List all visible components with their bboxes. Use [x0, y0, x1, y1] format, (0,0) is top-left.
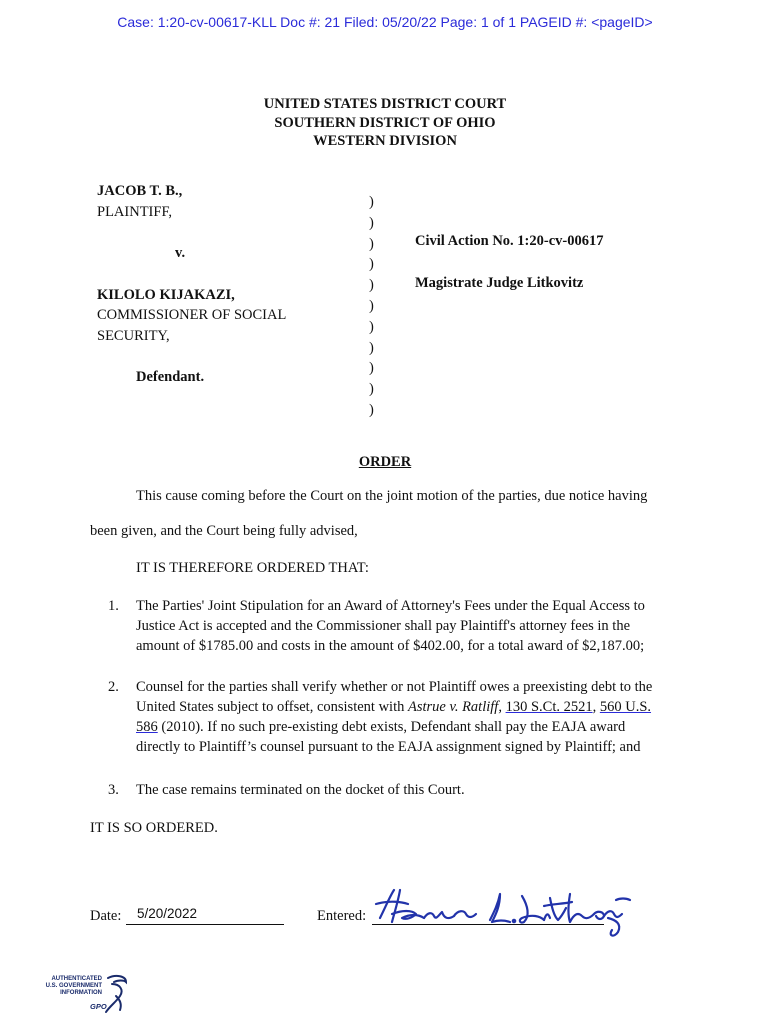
- district-name: SOUTHERN DISTRICT OF OHIO: [274, 114, 496, 131]
- ordered-that: IT IS THEREFORE ORDERED THAT:: [136, 560, 369, 576]
- gpo-authentication-logo: [40, 972, 132, 1018]
- list-item-number: 3.: [108, 782, 119, 798]
- date-underline: [126, 924, 284, 925]
- division-name: WESTERN DIVISION: [313, 133, 457, 149]
- list-item-text: amount of $1785.00 and costs in the amount of $402.00, for a total award of $2,187.00;: [136, 638, 645, 654]
- date-value: 5/20/2022: [137, 906, 198, 921]
- gpo-text-line: INFORMATION: [60, 990, 102, 996]
- entered-label: Entered:: [317, 908, 367, 924]
- plaintiff-role: PLAINTIFF,: [97, 204, 172, 220]
- caption-paren: ): [369, 360, 374, 377]
- caption-divider: [369, 192, 381, 421]
- magistrate-judge: Magistrate Judge Litkovitz: [415, 275, 584, 291]
- caption-paren: ): [369, 401, 374, 418]
- case-citation: Astrue v. Ratliff,: [407, 699, 502, 715]
- list-item: [108, 596, 688, 658]
- list-item-text: [136, 697, 684, 717]
- list-item: [108, 677, 688, 759]
- court-name: UNITED STATES DISTRICT COURT: [263, 96, 507, 112]
- caption-paren: ): [369, 256, 374, 273]
- defendant-role: Defendant.: [136, 369, 205, 385]
- list-item: [108, 780, 688, 802]
- citation-link-us-page[interactable]: 586: [136, 719, 158, 735]
- citation-link-us[interactable]: 560 U.S.: [599, 699, 652, 715]
- caption-paren: ): [369, 194, 374, 210]
- list-item-text: The Parties' Joint Stipulation for an Award of Attorney's Fees under the Equal Access to: [136, 598, 645, 614]
- list-item-text: [136, 717, 684, 737]
- plaintiff-name: JACOB T. B.,: [97, 183, 183, 199]
- caption-paren: ): [369, 339, 374, 356]
- gpo-logo-text: [40, 976, 102, 997]
- caption-paren: ): [369, 214, 374, 231]
- order-intro-line2: been given, and the Court being fully advised,: [90, 523, 358, 539]
- list-item-text-segment: (2010). If no such pre-existing debt exists, Defendant shall pay the EAJA award: [157, 719, 626, 735]
- gpo-mark: GPO: [90, 1002, 107, 1011]
- gpo-text-line: U.S. GOVERNMENT: [45, 983, 102, 989]
- list-item-number: 1.: [108, 598, 119, 614]
- separator: ,: [592, 699, 600, 715]
- citation-link-sct[interactable]: 130 S.Ct. 2521: [505, 699, 593, 715]
- order-title: ORDER: [358, 454, 412, 470]
- defendant-title-line1: COMMISSIONER OF SOCIAL: [97, 307, 287, 323]
- defendant-name: KILOLO KIJAKAZI,: [97, 287, 235, 303]
- court-heading: [0, 95, 770, 151]
- list-item-number: 2.: [108, 679, 119, 695]
- gpo-text-line: AUTHENTICATED: [51, 976, 102, 982]
- list-item-text: Counsel for the parties shall verify whether or not Plaintiff owes a preexisting debt to the: [136, 679, 653, 695]
- caption-paren: ): [369, 235, 374, 252]
- defendant-title-line2: SECURITY,: [97, 328, 170, 344]
- order-intro-line1: This cause coming before the Court on the joint motion of the parties, due notice having: [136, 488, 648, 504]
- case-header-stamp: Case: 1:20-cv-00617-KLL Doc #: 21 Filed: 05/20/22 Page: 1 of 1 PAGEID #: <pageID>: [117, 14, 653, 30]
- list-item-text: The case remains terminated on the docket of this Court.: [136, 782, 465, 798]
- caption-paren: ): [369, 381, 374, 398]
- list-item-text: directly to Plaintiff’s counsel pursuant to the EAJA assignment signed by Plaintiff; and: [136, 739, 641, 755]
- so-ordered: IT IS SO ORDERED.: [90, 820, 218, 836]
- caption-paren: ): [369, 297, 374, 314]
- list-item-text: Justice Act is accepted and the Commissioner shall pay Plaintiff's attorney fees in the: [136, 618, 631, 634]
- caption-paren: ): [369, 277, 374, 294]
- date-label: Date:: [90, 908, 122, 924]
- list-item-text-segment: United States subject to offset, consistent with: [136, 699, 408, 715]
- judge-signature: [372, 884, 634, 940]
- caption-paren: ): [369, 318, 374, 335]
- versus-label: v.: [175, 245, 186, 261]
- civil-action-number: Civil Action No. 1:20-cv-00617: [415, 233, 604, 249]
